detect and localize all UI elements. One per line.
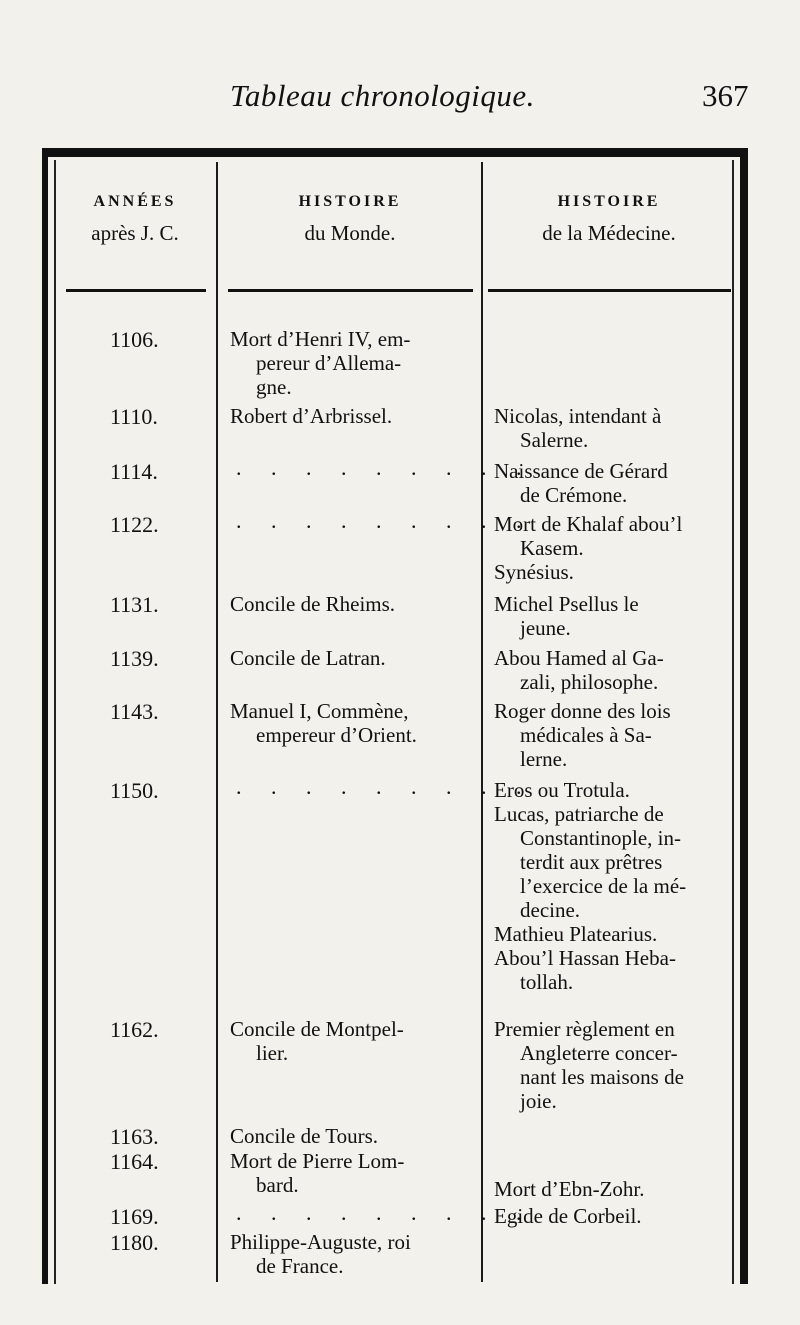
- year-cell: 1110.: [110, 404, 158, 429]
- entry-line: Michel Psellus le: [494, 592, 639, 616]
- column-header-medecine: [486, 193, 732, 246]
- entry-line: Angleterre concer-: [520, 1041, 678, 1065]
- entry-line: Kasem.: [520, 536, 584, 560]
- frame-right-rule: [740, 148, 748, 1284]
- entry-line: Mort d’Henri IV, em-: [230, 327, 411, 351]
- monde-entry: [230, 404, 474, 428]
- year-cell: 1180.: [110, 1230, 159, 1255]
- header-rule-monde: [228, 289, 473, 292]
- monde-entry: [230, 646, 474, 670]
- monde-entry: [230, 592, 474, 616]
- entry-line: Eros ou Trotula.: [494, 778, 630, 802]
- entry-line: nant les maisons de: [520, 1065, 684, 1089]
- header-rule-medecine: [488, 289, 731, 292]
- entry-line: Manuel I, Commène,: [230, 699, 409, 723]
- medecine-entry: [494, 646, 728, 694]
- header-rule-years: [66, 289, 206, 292]
- entry-line: Mort de Khalaf abou’l: [494, 512, 683, 536]
- entry-line: zali, philosophe.: [520, 670, 659, 694]
- entry-line: jeune.: [520, 616, 571, 640]
- year-cell: 1164.: [110, 1149, 159, 1174]
- year-cell: 1106.: [110, 327, 159, 352]
- column-header-monde-large: du Monde.: [304, 221, 396, 245]
- entry-line: de Crémone.: [520, 483, 628, 507]
- column-divider-1: [216, 162, 218, 1282]
- entry-line: pereur d’Allema-: [256, 351, 402, 375]
- monde-entry: [230, 327, 474, 399]
- entry-line: Roger donne des lois: [494, 699, 671, 723]
- entry-line: empereur d’Orient.: [256, 723, 417, 747]
- entry-line: decine.: [520, 898, 581, 922]
- frame-left-rule: [42, 148, 48, 1284]
- column-header-monde-small: HISTOIRE: [298, 193, 402, 210]
- year-cell: 1139.: [110, 646, 159, 671]
- column-header-years-large: après J. C.: [91, 221, 179, 245]
- entry-line: Mort de Pierre Lom-: [230, 1149, 405, 1173]
- entry-line: joie.: [520, 1089, 557, 1113]
- entry-line: Synésius.: [494, 560, 574, 584]
- entry-line: Constantinople, in-: [520, 826, 681, 850]
- entry-line: médicales à Sa-: [520, 723, 652, 747]
- year-cell: 1150.: [110, 778, 159, 803]
- medecine-entry: [494, 699, 728, 771]
- entry-line: Concile de Montpel-: [230, 1017, 404, 1041]
- medecine-entry: [494, 1204, 728, 1228]
- column-header-medecine-large: de la Médecine.: [542, 221, 676, 245]
- column-header-monde: [222, 193, 478, 246]
- monde-entry: [230, 1230, 474, 1278]
- medecine-entry: [494, 778, 728, 994]
- column-header-years: [60, 193, 210, 246]
- entry-line: Concile de Tours.: [230, 1124, 379, 1148]
- entry-line: Premier règlement en: [494, 1017, 675, 1041]
- year-cell: 1163.: [110, 1124, 159, 1149]
- entry-line: Abou’l Hassan Heba-: [494, 946, 676, 970]
- entry-line: Egide de Corbeil.: [494, 1204, 642, 1228]
- entry-line: Salerne.: [520, 428, 589, 452]
- monde-entry: [230, 1124, 474, 1148]
- entry-line: lerne.: [520, 747, 568, 771]
- running-title: Tableau chronologique.: [230, 78, 535, 113]
- entry-line: bard.: [256, 1173, 299, 1197]
- entry-line: Robert d’Arbrissel.: [230, 404, 393, 428]
- year-cell: 1169.: [110, 1204, 159, 1229]
- entry-line: Concile de Rheims.: [230, 592, 396, 616]
- entry-line: terdit aux prêtres: [520, 850, 663, 874]
- frame-right-inner-rule: [732, 160, 734, 1284]
- monde-entry: [230, 699, 474, 747]
- monde-entry: [230, 1017, 474, 1065]
- medecine-entry: [494, 592, 728, 640]
- year-cell: 1143.: [110, 699, 159, 724]
- column-divider-2: [481, 162, 483, 1282]
- entry-line: Mathieu Platearius.: [494, 922, 658, 946]
- year-cell: 1131.: [110, 592, 159, 617]
- entry-line: Philippe-Auguste, roi: [230, 1230, 411, 1254]
- year-cell: 1162.: [110, 1017, 159, 1042]
- entry-line: Mort d’Ebn-Zohr.: [494, 1177, 645, 1201]
- year-cell: 1122.: [110, 512, 159, 537]
- monde-entry: [230, 1149, 474, 1197]
- medecine-entry: [494, 1017, 728, 1113]
- entry-line: Nicolas, intendant à: [494, 404, 662, 428]
- entry-line: lier.: [256, 1041, 289, 1065]
- dotted-leader: . . . . . . . . .: [236, 455, 534, 480]
- frame-top-rule: [42, 148, 748, 157]
- entry-line: de France.: [256, 1254, 344, 1278]
- year-cell: 1114.: [110, 459, 158, 484]
- entry-line: gne.: [256, 375, 292, 399]
- dotted-leader: . . . . . . . . .: [236, 774, 534, 799]
- entry-line: tollah.: [520, 970, 574, 994]
- entry-line: Lucas, patriarche de: [494, 802, 664, 826]
- dotted-leader: . . . . . . . . .: [236, 1200, 534, 1225]
- medecine-entry: [494, 459, 728, 507]
- medecine-entry: [494, 404, 728, 452]
- entry-line: Naissance de Gérard: [494, 459, 668, 483]
- column-header-medecine-small: HISTOIRE: [557, 193, 661, 210]
- entry-line: Concile de Latran.: [230, 646, 386, 670]
- frame-left-inner-rule: [54, 160, 56, 1284]
- entry-line: Abou Hamed al Ga-: [494, 646, 664, 670]
- entry-line: l’exercice de la mé-: [520, 874, 687, 898]
- medecine-entry: [494, 1177, 728, 1201]
- medecine-entry: [494, 512, 728, 584]
- page-number: 367: [702, 78, 749, 113]
- dotted-leader: . . . . . . . . .: [236, 508, 534, 533]
- column-header-years-small: ANNÉES: [93, 193, 177, 210]
